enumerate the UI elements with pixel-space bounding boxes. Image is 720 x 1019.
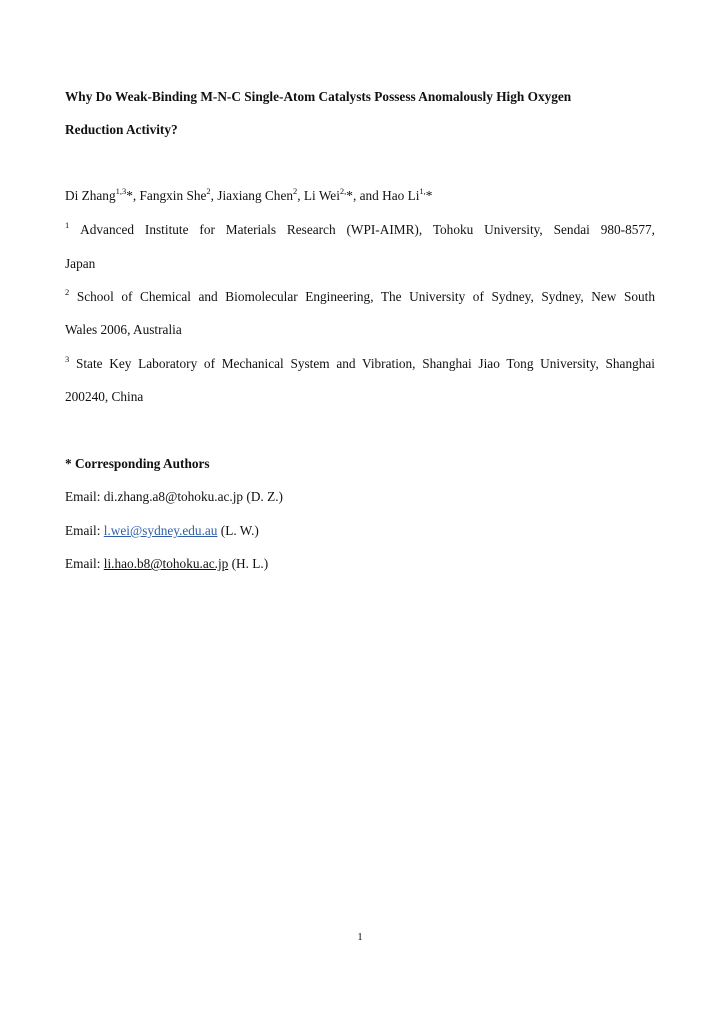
author-affiliation-mark: 2	[293, 185, 298, 196]
affiliation-1-line-2: Japan	[65, 256, 96, 271]
paper-title-line-2: Reduction Activity?	[65, 122, 178, 137]
email-line-1	[65, 489, 283, 505]
author-separator: ,	[297, 188, 304, 203]
author-affiliation-mark: 2	[206, 185, 211, 196]
author-separator: , and	[352, 188, 383, 203]
page-number: 1	[357, 931, 363, 943]
email-link[interactable]: li.hao.b8@tohoku.ac.jp	[103, 556, 229, 571]
email-line-3	[65, 556, 268, 572]
email-owner: (D. Z.)	[243, 489, 283, 504]
email-label: Email:	[65, 489, 104, 504]
author-name: Fangxin She	[139, 188, 207, 203]
affiliation-text: State Key Laboratory of Mechanical System and Vibration, Shanghai Jiao Tong University, Shanghai	[75, 356, 655, 371]
author-affiliation-mark: 2,	[339, 185, 347, 196]
email-owner: (H. L.)	[228, 556, 269, 571]
corresponding-authors-heading: * Corresponding Authors	[65, 456, 210, 471]
corresponding-mark: *	[126, 188, 133, 203]
affiliation-2-line-1	[65, 286, 655, 305]
author-affiliation-mark: 1,3	[115, 185, 127, 196]
email-label: Email:	[65, 523, 104, 538]
email-line-2	[65, 523, 259, 539]
affiliation-3-line-1	[65, 353, 655, 372]
email-label: Email:	[65, 556, 104, 571]
email-address: di.zhang.a8@tohoku.ac.jp	[103, 489, 244, 504]
affiliation-number: 3	[65, 353, 70, 364]
author-name: Hao Li	[382, 188, 420, 203]
affiliation-3-line-2: 200240, China	[65, 389, 144, 404]
author-name: Li Wei	[303, 188, 340, 203]
author-separator: ,	[210, 188, 218, 203]
corresponding-mark: *	[346, 188, 353, 203]
author-affiliation-mark: 1,	[419, 185, 426, 196]
author-name: Jiaxiang Chen	[217, 188, 294, 203]
author-separator: ,	[132, 188, 140, 203]
affiliation-1-line-1	[65, 219, 655, 238]
email-owner: (L. W.)	[217, 523, 259, 538]
paper-title-line-1: Why Do Weak-Binding M-N-C Single-Atom Catalysts Possess Anomalously High Oxygen	[65, 89, 572, 104]
affiliation-text: Advanced Institute for Materials Research (WPI-AIMR), Tohoku University, Sendai 980-8577,	[80, 222, 655, 237]
affiliation-number: 2	[65, 286, 70, 297]
corresponding-mark: *	[425, 188, 433, 203]
affiliation-text: School of Chemical and Biomolecular Engineering, The University of Sydney, Sydney, New South	[76, 289, 655, 304]
affiliation-2-line-2: Wales 2006, Australia	[65, 322, 182, 337]
affiliation-number: 1	[65, 219, 70, 230]
author-name: Di Zhang	[65, 188, 116, 203]
email-link[interactable]: l.wei@sydney.edu.au	[103, 523, 218, 538]
author-list	[65, 185, 433, 204]
